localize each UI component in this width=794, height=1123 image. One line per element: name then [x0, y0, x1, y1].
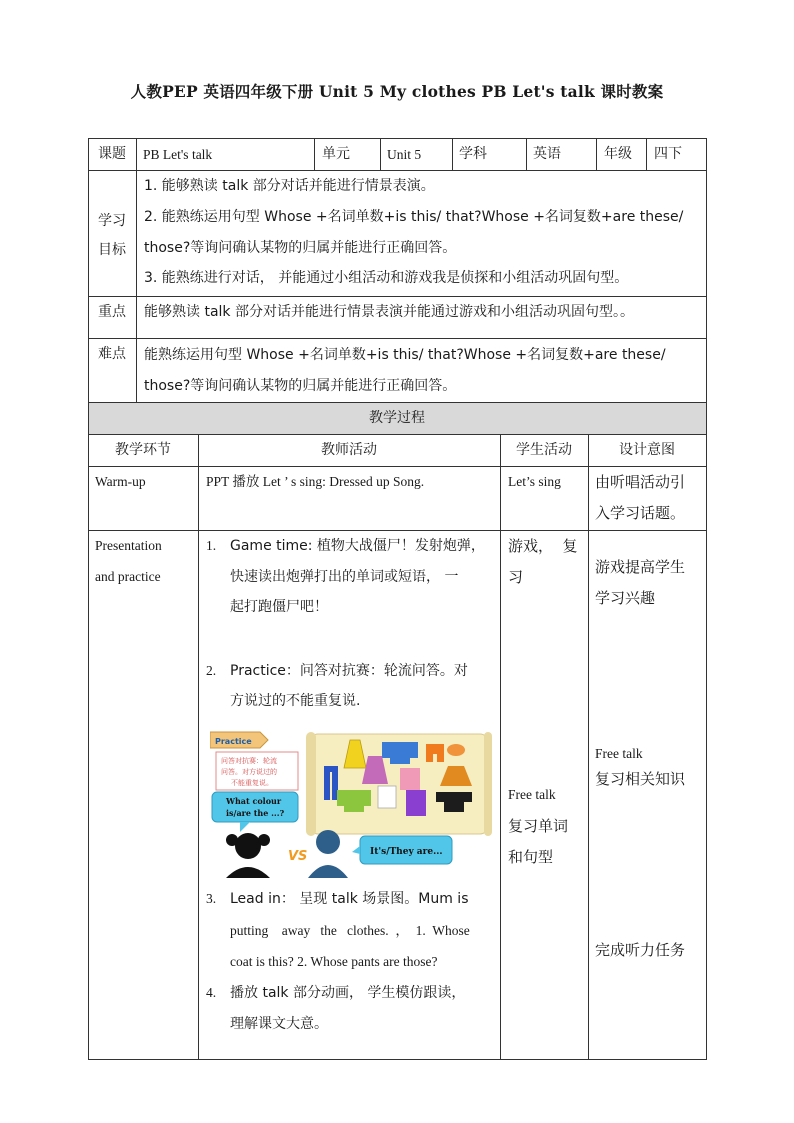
- objective-1: 1. 能够熟读 talk 部分对话并能进行情景表演。: [144, 178, 435, 194]
- subject-label: 学科: [459, 146, 487, 162]
- item2-line2: 方说过的不能重复说.: [230, 693, 361, 709]
- objective-3: 3. 能熟练进行对话， 并能通过小组活动和游戏我是侦探和小组活动巩固句型。: [144, 270, 629, 286]
- topic-label: 课题: [98, 146, 126, 162]
- student-activity-2b: 复习单词: [508, 817, 569, 835]
- warmup-student: Let’s sing: [508, 474, 561, 489]
- intent-3: 完成听力任务: [595, 941, 686, 959]
- warmup-stage: Warm-up: [95, 474, 146, 489]
- objectives-label-2: 目标: [98, 242, 126, 258]
- item4-number: 4.: [206, 985, 217, 1000]
- intent-2b: 复习相关知识: [595, 770, 686, 788]
- process-heading: 教学过程: [369, 410, 425, 426]
- practice-tag: Practice: [215, 737, 252, 746]
- presentation-stage-2: and practice: [95, 569, 161, 584]
- objective-2b: those?等询问确认某物的归属并能进行正确回答。: [144, 240, 457, 256]
- student-activity-2c: 和句型: [508, 848, 554, 866]
- col-student: 学生活动: [516, 442, 572, 458]
- presentation-stage-1: Presentation: [95, 538, 162, 553]
- warmup-intent-2: 入学习话题。: [595, 504, 686, 522]
- col-stage: 教学环节: [115, 442, 171, 458]
- item3-line1: Lead in： 呈现 talk 场景图。Mum is: [230, 891, 469, 907]
- intent-1b: 学习兴趣: [595, 589, 656, 607]
- difficult-points-label: 难点: [98, 346, 126, 362]
- item3-line2: putting away the clothes. ， 1. Whose: [230, 923, 470, 938]
- intent-1a: 游戏提高学生: [595, 558, 686, 576]
- vs-label: VS: [288, 849, 308, 864]
- bubble-question-2: is/are the ...?: [226, 808, 285, 818]
- item4-line1: 播放 talk 部分动画， 学生模仿跟读，: [230, 985, 466, 1001]
- difficult-points-2: those?等询问确认某物的归属并能进行正确回答。: [144, 378, 457, 394]
- warmup-teacher: PPT 播放 Let ’ s sing: Dressed up Song.: [206, 474, 425, 489]
- item2-number: 2.: [206, 663, 217, 678]
- item3-number: 3.: [206, 891, 217, 906]
- student-activity-2a: Free talk: [508, 787, 556, 802]
- item1-line3: 起打跑僵尸吧！: [230, 599, 328, 615]
- practice-illustration-svg: [210, 728, 492, 878]
- item3-line3: coat is this? 2. Whose pants are those?: [230, 954, 438, 969]
- unit-value: Unit 5: [387, 147, 422, 162]
- objective-2a: 2. 能熟练运用句型 Whose +名词单数+is this/ that?Whose +名词复数+are these/: [144, 209, 684, 225]
- practice-illustration: [210, 728, 492, 878]
- student-activity-1b: 习: [508, 568, 524, 586]
- student-activity-1a: 游戏， 复: [508, 537, 578, 555]
- subject-value: 英语: [533, 146, 561, 162]
- unit-label: 单元: [322, 146, 350, 162]
- note-line-1: 问答对抗赛：轮流: [221, 757, 277, 765]
- col-teacher: 教师活动: [321, 442, 377, 458]
- objectives-label-1: 学习: [98, 213, 126, 229]
- bubble-question-1: What colour: [226, 796, 282, 806]
- grade-label: 年级: [604, 146, 632, 162]
- item1-line2: 快速读出炮弹打出的单词或短语， 一: [230, 569, 459, 585]
- bubble-answer: It's/They are...: [370, 847, 443, 857]
- note-line-3: 不能重复说。: [231, 779, 273, 787]
- difficult-points-1: 能熟练运用句型 Whose +名词单数+is this/ that?Whose +名词复数+are these/: [144, 347, 666, 363]
- note-line-2: 问答。对方说过的: [221, 768, 277, 776]
- item2-line1: Practice：问答对抗赛：轮流问答。对: [230, 663, 468, 679]
- warmup-intent-1: 由听唱活动引: [595, 473, 686, 491]
- key-points-label: 重点: [98, 304, 126, 320]
- item1-line1: Game time: 植物大战僵尸！发射炮弹，: [230, 538, 485, 554]
- topic-value: PB Let's talk: [143, 147, 213, 162]
- col-intent: 设计意图: [619, 442, 675, 458]
- document-title: 人教PEP 英语四年级下册 Unit 5 My clothes PB Let's talk 课时教案: [130, 82, 664, 101]
- intent-2a: Free talk: [595, 746, 643, 761]
- item1-number: 1.: [206, 538, 217, 553]
- item4-line2: 理解课文大意。: [230, 1016, 328, 1032]
- key-points-text: 能够熟读 talk 部分对话并能进行情景表演并能通过游戏和小组活动巩固句型。。: [144, 304, 634, 320]
- grade-value: 四下: [654, 146, 682, 162]
